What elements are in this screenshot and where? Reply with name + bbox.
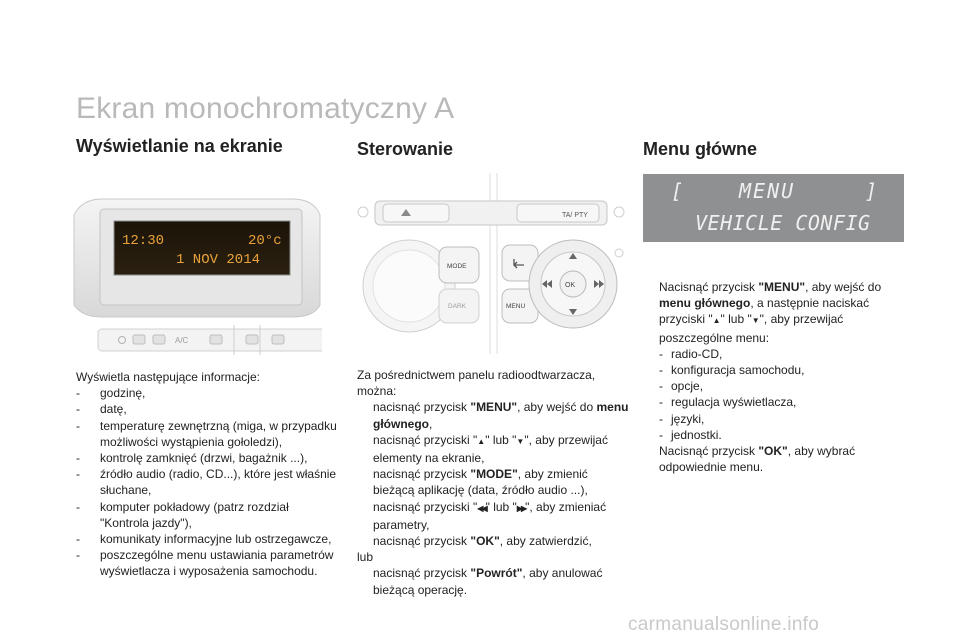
ok-key: "OK" bbox=[470, 534, 500, 549]
up-key-icon: ▲ bbox=[712, 316, 721, 326]
display-text: Wyświetla następujące informacje: - godzinę, - datę, - temperaturę zewnętrzną (miga, w przypadku możliwości wystąpienia gołoledzi), - kontrolę zamknięć (drzwi, bagażnik ...), - źródło audio (radio, CD...), które jest właśnie słuchane, - komputer pokładowy (patrz rozdział "Kontrola jazdy"), - komunikaty informacyjne lub ostrzegawcze, - poszczególne menu ustawiania parametrów wyświetlacza i wyposażenia samochodu. bbox=[76, 370, 337, 579]
menu-instruction-mid: , aby wejść do bbox=[805, 280, 882, 294]
back-key: "Powrót" bbox=[470, 566, 523, 581]
menu-item-display: regulacja wyświetlacza, bbox=[671, 395, 797, 410]
controls-item-ok-text: nacisnąć przycisk bbox=[373, 534, 471, 549]
ta-pty-label: TA/ PTY bbox=[562, 212, 588, 219]
page-title: Ekran monochromatyczny A bbox=[76, 92, 455, 125]
menu-confirm-text: Nacisnąć przycisk bbox=[659, 444, 759, 459]
main-menu-term: menu głównego bbox=[373, 400, 629, 431]
menu-heading: Menu główne bbox=[643, 139, 757, 159]
radio-panel-illustration bbox=[357, 171, 627, 361]
controls-item-menu-text: nacisnąć przycisk bbox=[373, 400, 471, 415]
lcd-left-bracket: [ bbox=[671, 179, 684, 203]
lcd-menu-title: MENU bbox=[739, 179, 796, 203]
display-item-messages: komunikaty informacyjne lub ostrzegawcze, bbox=[100, 532, 332, 547]
display-heading: Wyświetlanie na ekranie bbox=[76, 136, 283, 156]
menu-instruction-cont: , a następnie naciskać przyciski " bbox=[659, 296, 870, 327]
menu-text: Nacisnąć przycisk "MENU", aby wejść do menu głównego, a następnie naciskać przyciski "▲" lub "▼", aby przewijać poszczególne menu: - radio-CD, - konfiguracja samochodu, - opcje, - regulacja wyświetlacza, - języki, - jednostki. Nacisnąć przycisk "OK", aby wybrać odpowiednie menu. bbox=[643, 279, 911, 475]
menu-instruction-end: ", aby przewijać poszczególne menu: bbox=[659, 312, 844, 345]
display-item-time: godzinę, bbox=[100, 386, 146, 401]
clock-temperature: 20°c bbox=[248, 233, 282, 249]
controls-heading: Sterowanie bbox=[357, 139, 454, 159]
controls-item-mode-end: , aby zmienić bieżącą aplikację (data, źródło audio ...), bbox=[373, 467, 588, 498]
display-item-menus: poszczególne menu ustawiania parametrów wyświetlacza i wyposażenia samochodu. bbox=[100, 548, 334, 579]
menu-key: "MENU" bbox=[470, 400, 518, 415]
menu-item-radio: radio-CD, bbox=[671, 346, 723, 361]
controls-item-ok-end: , aby zatwierdzić, bbox=[499, 534, 592, 549]
controls-item-updown-mid: " lub " bbox=[485, 432, 517, 447]
menu-instruction-or: " lub " bbox=[720, 312, 752, 327]
ok-key: "OK" bbox=[758, 444, 788, 459]
ok-label: OK bbox=[565, 282, 576, 289]
clock-time: 12:30 bbox=[122, 233, 165, 249]
clock-panel-svg bbox=[72, 193, 322, 363]
menu-instruction-text: Nacisnąć przycisk bbox=[659, 280, 759, 294]
watermark: carmanualsonline.info bbox=[628, 614, 820, 635]
controls-item-updown-end: ", aby przewijać elementy na ekranie, bbox=[373, 432, 608, 466]
clock-panel-illustration bbox=[72, 193, 322, 368]
controls-item-back-text: nacisnąć przycisk bbox=[373, 566, 471, 581]
controls-item-back-end: , aby anulować bieżącą operację. bbox=[373, 566, 603, 597]
rewind-key-icon: ◀◀ bbox=[477, 503, 486, 513]
menu-item-options: opcje, bbox=[671, 379, 704, 394]
menu-confirm-end: , aby wybrać odpowiednie menu. bbox=[659, 444, 856, 475]
ac-label: A/C bbox=[175, 336, 189, 345]
controls-item-menu-end: , bbox=[429, 416, 433, 431]
display-item-audio: źródło audio (radio, CD...), które jest właśnie słuchane, bbox=[100, 467, 337, 498]
main-menu-term: menu głównego bbox=[659, 296, 751, 311]
display-item-locks: kontrolę zamknięć (drzwi, bagażnik ...), bbox=[100, 451, 308, 466]
dark-label: DARK bbox=[448, 303, 467, 310]
menu-label: MENU bbox=[506, 303, 526, 310]
display-item-trip-computer: komputer pokładowy (patrz rozdział "Kontrola jazdy"), bbox=[100, 499, 289, 530]
menu-lcd-svg bbox=[643, 174, 904, 242]
menu-item-vehicle: konfiguracja samochodu, bbox=[671, 363, 805, 378]
clock-date: 1 NOV 2014 bbox=[176, 252, 261, 268]
display-intro: Wyświetla następujące informacje: bbox=[76, 370, 260, 384]
controls-item-seek-mid: " lub " bbox=[485, 499, 517, 514]
or-text: lub bbox=[357, 550, 374, 565]
up-key-icon: ▲ bbox=[477, 436, 486, 446]
radio-panel-svg bbox=[357, 171, 627, 356]
controls-intro: Za pośrednictwem panelu radioodtwarzacza, można: bbox=[357, 368, 596, 399]
lcd-selection: VEHICLE CONFIG bbox=[695, 211, 871, 235]
controls-item-mode-text: nacisnąć przycisk bbox=[373, 467, 471, 482]
controls-item-updown-text: nacisnąć przyciski " bbox=[373, 432, 478, 447]
down-key-icon: ▼ bbox=[516, 436, 525, 446]
menu-key: "MENU" bbox=[758, 280, 806, 294]
menu-item-units: jednostki. bbox=[671, 427, 722, 442]
controls-item-seek-end: ", aby zmieniać parametry, bbox=[373, 499, 607, 532]
controls-item-menu-tail: , aby wejść do bbox=[517, 400, 597, 415]
display-item-date: datę, bbox=[100, 402, 127, 417]
display-item-temperature: temperaturę zewnętrzną (miga, w przypadku możliwości wystąpienia gołoledzi), bbox=[100, 418, 337, 449]
menu-item-languages: języki, bbox=[671, 411, 705, 426]
down-key-icon: ▼ bbox=[751, 316, 760, 326]
mode-label: MODE bbox=[447, 263, 467, 270]
menu-lcd-display bbox=[643, 174, 904, 242]
lcd-right-bracket: ] bbox=[865, 179, 878, 203]
controls-item-seek-text: nacisnąć przyciski " bbox=[373, 499, 478, 514]
forward-key-icon: ▶▶ bbox=[516, 503, 526, 513]
mode-key: "MODE" bbox=[470, 467, 518, 482]
controls-text bbox=[357, 367, 629, 598]
